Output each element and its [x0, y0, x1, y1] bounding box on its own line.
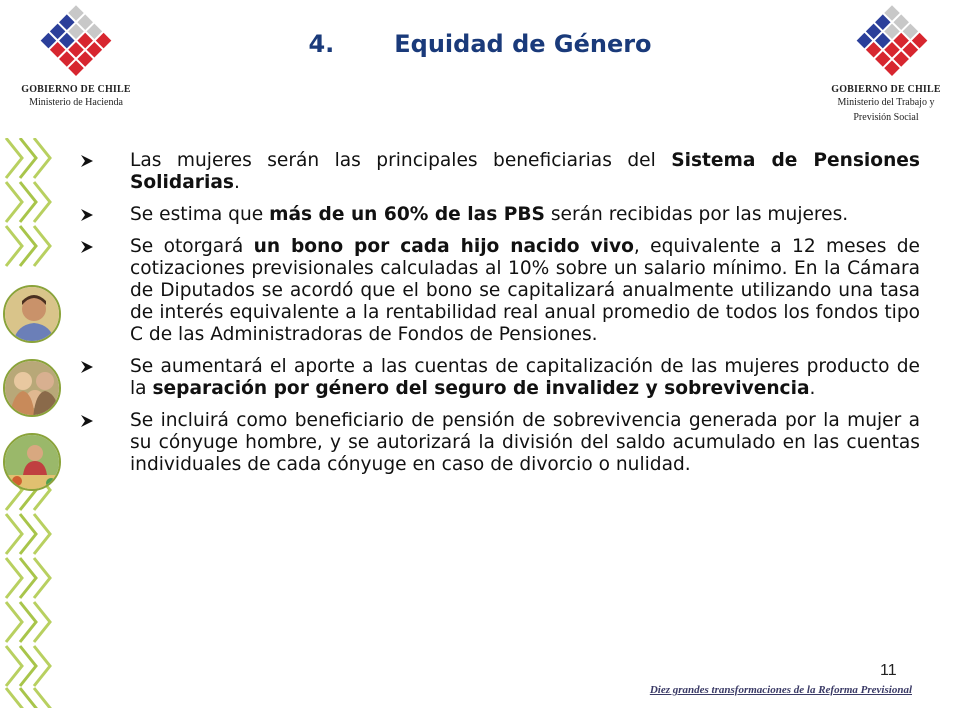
bullet-text: Se incluirá como beneficiario de pensión de sobrevivencia generada por la mujer a su cónyuge hombre, y se autorizará la división del saldo acumulado en las cuentas individuales de cada cónyuge en caso de divorcio o nulidad.	[130, 410, 920, 475]
photo-family	[3, 359, 61, 417]
bullet-text: .	[233, 172, 240, 193]
bullet-text-bold: más de un 60% de las PBS	[269, 204, 545, 225]
bullet-text-bold: un bono por cada hijo nacido vivo	[253, 236, 634, 257]
arrow-bullet-icon	[80, 414, 94, 428]
footer-tagline: Diez grandes transformaciones de la Reforma Previsional	[649, 684, 912, 696]
bullet-text: , equivalente a 12 meses de cotizaciones previsionales calculadas al 10% sobre un salario mínimo. En la Cámara de Diputados se acordó que el bono se capitalizará anualmente utilizando una tasa de interés equivalente a la rentabilidad real anual promedio de todos los fondos tipo C de las Administradoras de Fondos de Pensiones.	[130, 236, 920, 345]
arrow-bullet-icon	[80, 154, 94, 168]
bullet-list	[80, 150, 920, 486]
right-org-ministry-line1: Ministerio del Trabajo y	[837, 97, 935, 108]
page-title	[0, 30, 960, 58]
bullet-text: .	[809, 378, 816, 399]
arrow-bullet-icon	[80, 208, 94, 222]
bullet-text-bold: Sistema de Pensiones Solidarias	[130, 150, 920, 193]
left-org-name: GOBIERNO DE CHILE	[21, 84, 131, 95]
left-org-ministry: Ministerio de Hacienda	[29, 97, 123, 108]
bullet-item	[80, 236, 920, 346]
bullet-text: Se otorgará	[130, 236, 254, 257]
title-text: Equidad de Género	[394, 30, 652, 58]
bullet-text-bold: separación por género del seguro de invalidez y sobrevivencia	[152, 378, 810, 399]
arrow-bullet-icon	[80, 240, 94, 254]
right-org-ministry-line2: Previsión Social	[853, 112, 919, 123]
bullet-item	[80, 204, 920, 226]
bullet-text: Se estima que	[130, 204, 270, 225]
bullet-text: Las mujeres serán las principales beneficiarias del	[130, 150, 672, 171]
bullet-item	[80, 150, 920, 194]
photo-young-man	[3, 285, 61, 343]
bullet-text: Se aumentará el aporte a las cuentas de capitalización de las mujeres producto de la	[130, 356, 920, 399]
right-organization	[808, 84, 960, 125]
bullet-item	[80, 410, 920, 476]
page-number: 11	[880, 662, 897, 679]
photo-market	[3, 433, 61, 491]
right-org-name: GOBIERNO DE CHILE	[831, 84, 941, 95]
title-number: 4.	[308, 30, 335, 58]
bullet-text: serán recibidas por las mujeres.	[544, 204, 849, 225]
bullet-item	[80, 356, 920, 400]
chevron-strip	[0, 138, 70, 712]
arrow-bullet-icon	[80, 360, 94, 374]
left-organization	[0, 84, 152, 110]
